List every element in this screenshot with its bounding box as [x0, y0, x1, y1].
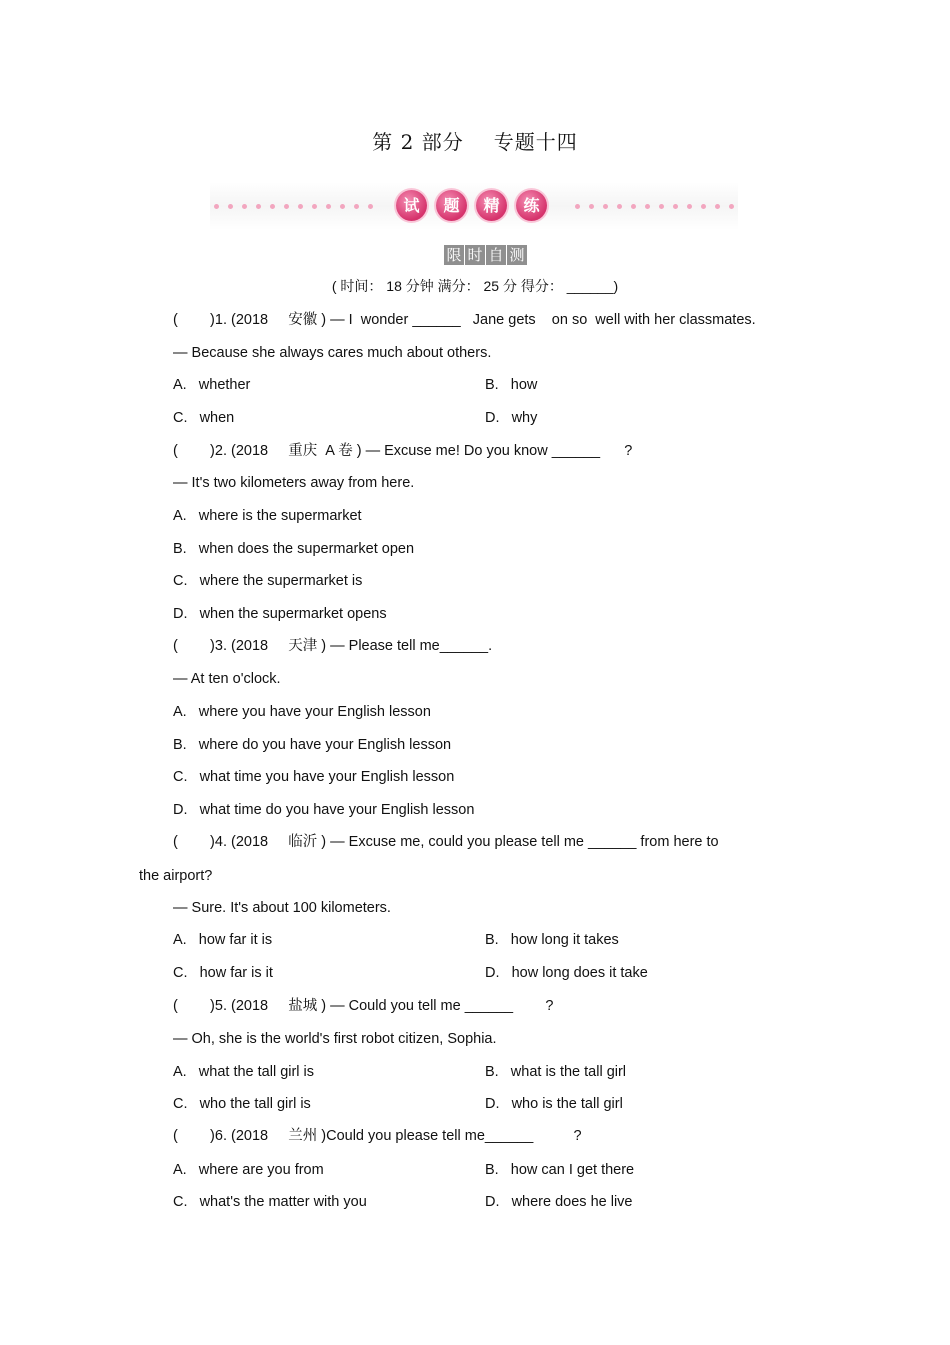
test-info: ( 时间： 18 分钟 满分： 25 分 得分： ______) — [331, 278, 619, 294]
question-3-option-a: A. where you have your English lesson — [173, 704, 431, 720]
question-6-option-c: C. what's the matter with you — [173, 1194, 367, 1210]
banner-char-4: 练 — [516, 190, 547, 221]
question-4-option-b: B. how long it takes — [485, 932, 619, 948]
question-6-option-a: A. where are you from — [173, 1162, 324, 1178]
question-3-option-b: B. where do you have your English lesson — [173, 737, 452, 753]
subhead-char-4: 测 — [507, 245, 527, 265]
page-title — [0, 126, 950, 155]
banner-char-1: 试 — [396, 190, 427, 221]
question-4-option-c: C. how far is it — [173, 965, 273, 981]
question-5-option-c: C. who the tall girl is — [173, 1096, 311, 1112]
title-part: 第 2 部分 — [372, 130, 464, 154]
question-6-option-d: D. where does he live — [485, 1194, 633, 1210]
question-2-option-b: B. when does the supermarket open — [173, 541, 415, 557]
question-1-answer: — Because she always cares much about others. — [173, 345, 492, 361]
question-1-option-b: B. how — [485, 377, 538, 393]
question-1-option-d: D. why — [485, 410, 538, 426]
question-6-option-b: B. how can I get there — [485, 1162, 635, 1178]
question-5-answer: — Oh, she is the world's first robot citizen, Sophia. — [173, 1031, 497, 1047]
subhead-char-3: 自 — [486, 245, 506, 265]
question-6-stem: ( )6. (2018 兰州 )Could you please tell me______ ? — [173, 1128, 582, 1144]
question-4-option-d: D. how long does it take — [485, 965, 648, 981]
question-4-answer: — Sure. It's about 100 kilometers. — [173, 900, 391, 916]
subhead-char-1: 限 — [444, 245, 464, 265]
question-4-option-a: A. how far it is — [173, 932, 273, 948]
question-1-option-a: A. whether — [173, 377, 251, 393]
question-2-stem: ( )2. (2018 重庆 A 卷 ) — Excuse me! Do you know ______ ? — [173, 443, 633, 459]
banner-char-2: 题 — [436, 190, 467, 221]
question-4-stem: ( )4. (2018 临沂 ) — Excuse me, could you please tell me ______ from here to — [173, 834, 719, 850]
question-2-option-a: A. where is the supermarket — [173, 508, 362, 524]
banner-char-3: 精 — [476, 190, 507, 221]
banner-badges — [396, 190, 547, 221]
question-5-option-b: B. what is the tall girl — [485, 1064, 627, 1080]
question-3-option-d: D. what time do you have your English lesson — [173, 802, 475, 818]
banner-dots-left — [214, 204, 373, 208]
section-banner — [210, 182, 738, 230]
question-1-stem: ( )1. (2018 安徽 ) — I wonder ______ Jane gets on so well with her classmates. — [173, 312, 756, 328]
question-3-option-c: C. what time you have your English lesson — [173, 769, 455, 785]
question-4-stem-continued: the airport? — [139, 868, 213, 884]
question-5-option-a: A. what the tall girl is — [173, 1064, 315, 1080]
section-subheading — [444, 245, 527, 265]
question-5-option-d: D. who is the tall girl — [485, 1096, 623, 1112]
question-5-stem: ( )5. (2018 盐城 ) — Could you tell me ______ ? — [173, 998, 554, 1014]
title-topic: 专题十四 — [493, 130, 578, 154]
question-2-option-d: D. when the supermarket opens — [173, 606, 387, 622]
banner-dots-right — [575, 204, 734, 208]
question-3-answer: — At ten o'clock. — [173, 671, 281, 687]
question-2-answer: — It's two kilometers away from here. — [173, 475, 415, 491]
question-2-option-c: C. where the supermarket is — [173, 573, 363, 589]
question-1-option-c: C. when — [173, 410, 235, 426]
subhead-char-2: 时 — [465, 245, 485, 265]
question-3-stem: ( )3. (2018 天津 ) — Please tell me______. — [173, 638, 493, 654]
